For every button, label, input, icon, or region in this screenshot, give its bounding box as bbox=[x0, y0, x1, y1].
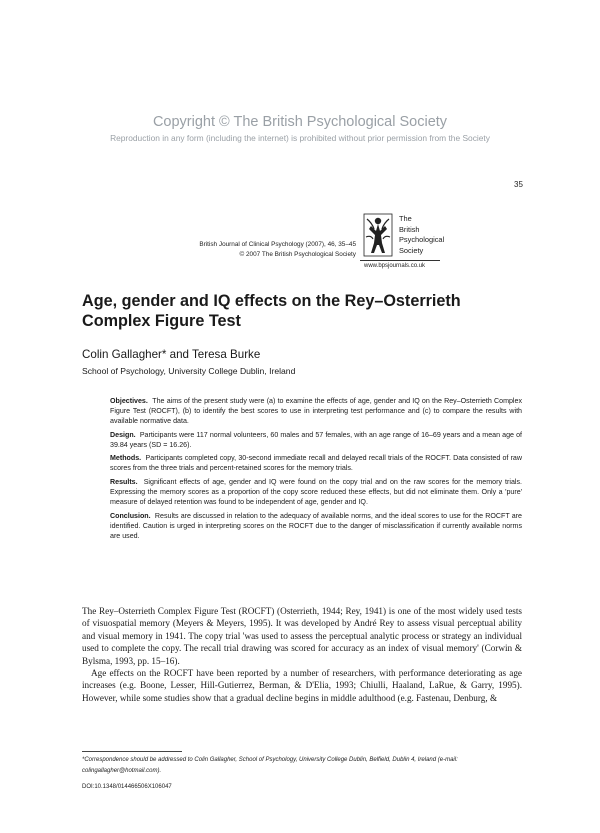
body-paragraph-1: The Rey–Osterrieth Complex Figure Test (ROCFT) (Osterrieth, 1944; Rey, 1941) is one of the most widely used tests of visuospatial memory (Meyers & Meyers, 1995). It was developed by André Rey to assess visual perceptual ability and visual memory in 1941. The copy trial 'was used to assess the perceptual analytic process or strategy an individual used to complete the copy. The recall trial drawing was scored for accuracy as an index of visual memory' (Corwin & Bylsma, 1993, pp. 15–16). bbox=[82, 606, 522, 666]
results-text: Significant effects of age, gender and IQ were found on the copy trial and on the raw scores for the memory trials. Expressing the memory scores as a proportion of the copy score reduced these effects, but did not eliminate them. Only a 'pure' measure of delayed retention was found to be independent of age, gender and IQ. bbox=[110, 478, 522, 507]
psyche-logo-icon bbox=[363, 213, 393, 257]
article-affiliation: School of Psychology, University College Dublin, Ireland bbox=[82, 366, 296, 376]
body-paragraph-2: Age effects on the ROCFT have been reported by a number of researchers, with performance deteriorating as age increases (e.g. Boone, Lesser, Hill-Gutierrez, Berman, & D'Elia, 1993; Chiulli, Haaland, LaRue, & Garry, 1995). However, while some studies show that a gradual decline begins in middle adulthood (e.g. Fastenau, Denburg, & bbox=[82, 668, 522, 703]
abstract-conclusion bbox=[110, 511, 522, 541]
abstract-design bbox=[110, 430, 522, 450]
copyright-watermark: Copyright © The British Psychological Society bbox=[152, 114, 448, 130]
reproduction-notice: Reproduction in any form (including the internet) is prohibited without prior permission from the Society bbox=[110, 133, 490, 143]
society-line-1: The bbox=[399, 214, 412, 223]
design-label: Design. bbox=[110, 430, 136, 439]
article-body bbox=[82, 605, 522, 704]
methods-label: Methods. bbox=[110, 454, 142, 463]
methods-text: Participants completed copy, 30-second immediate recall and delayed recall trials of the ROCFT. Data consisted of raw scores from the three trials and percent-retained scores for the memory trials. bbox=[110, 454, 523, 473]
objectives-text: The aims of the present study were (a) to examine the effects of age, gender and IQ on the Rey–Osterrieth Complex Figure Test (ROCFT), (b) to identify the best scores to use in interpreting test performance and (c) to compare the results with available normative data. bbox=[110, 397, 522, 426]
design-text: Participants were 117 normal volunteers, 60 males and 57 females, with an age range of 16–69 years and a mean age of 39.84 years (SD = 16.26). bbox=[110, 430, 522, 449]
correspondence-footnote: *Correspondence should be addressed to Colin Gallagher, School of Psychology, University College Dublin, Belfield, Dublin 4, Ireland (e-mail: colingallagher@hotmail.com). bbox=[82, 757, 458, 774]
article-authors: Colin Gallagher* and Teresa Burke bbox=[82, 348, 261, 361]
society-url[interactable]: www.bpsjournals.co.uk bbox=[364, 263, 426, 269]
results-label: Results. bbox=[110, 478, 138, 487]
page-number: 35 bbox=[514, 180, 523, 189]
abstract-objectives bbox=[110, 396, 522, 426]
journal-copyright-line: © 2007 The British Psychological Society bbox=[239, 251, 356, 258]
footnote-rule bbox=[82, 751, 182, 752]
society-line-3: Psychological bbox=[399, 235, 445, 245]
society-name bbox=[399, 214, 444, 256]
abstract bbox=[110, 396, 522, 545]
header-rule bbox=[360, 260, 440, 261]
society-line-4: Society bbox=[399, 245, 424, 255]
journal-citation: British Journal of Clinical Psychology (2007), 46, 35–45 bbox=[199, 241, 356, 248]
conclusion-text: Results are discussed in relation to the adequacy of available norms, and the ideal scores to use for the ROCFT are identified. Caution is urged in interpreting scores on the ROCFT due to the danger of misclassification if currently available norms are used. bbox=[110, 511, 522, 540]
abstract-results bbox=[110, 477, 522, 507]
article-title: Age, gender and IQ effects on the Rey–Osterrieth Complex Figure Test bbox=[82, 292, 461, 330]
conclusion-label: Conclusion. bbox=[110, 511, 151, 520]
journal-header bbox=[186, 240, 356, 260]
journal-copyright bbox=[186, 250, 356, 260]
abstract-methods bbox=[110, 453, 522, 473]
doi: DOI:10.1348/014466506X106047 bbox=[82, 784, 172, 790]
objectives-label: Objectives. bbox=[110, 397, 148, 405]
society-line-2: British bbox=[399, 224, 420, 234]
